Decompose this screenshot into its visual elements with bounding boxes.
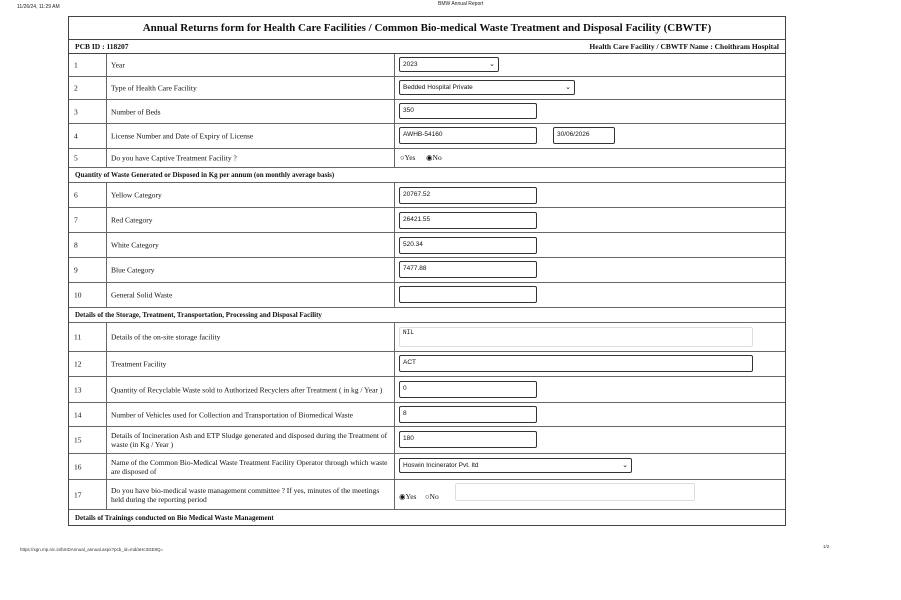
recyclable-waste-input[interactable]: 0 bbox=[399, 381, 537, 398]
annual-return-form bbox=[68, 16, 786, 526]
facility-type-select[interactable] bbox=[399, 80, 575, 95]
row-year bbox=[69, 54, 785, 77]
section-header-trainings bbox=[69, 510, 785, 525]
row-label: Type of Health Care Facility bbox=[111, 83, 197, 93]
radio-label: Yes bbox=[404, 153, 416, 162]
row-facility-type bbox=[69, 77, 785, 100]
row-number: 17 bbox=[74, 490, 82, 499]
row-number: 10 bbox=[74, 290, 82, 300]
row-number: 7 bbox=[74, 215, 78, 225]
row-vehicles bbox=[69, 403, 785, 427]
red-category-input[interactable]: 26421.55 bbox=[399, 212, 537, 229]
year-select[interactable] bbox=[399, 57, 499, 72]
license-number-input[interactable]: AWHB-54160 bbox=[399, 127, 537, 144]
license-expiry-input[interactable]: 30/06/2026 bbox=[553, 127, 615, 144]
row-blue-category bbox=[69, 258, 785, 283]
row-incineration-ash bbox=[69, 427, 785, 454]
chevron-down-icon: ⌄ bbox=[489, 61, 495, 68]
committee-yes-radio[interactable]: ◉Yes bbox=[399, 492, 417, 501]
row-number: 5 bbox=[74, 153, 78, 163]
row-number: 1 bbox=[74, 60, 78, 70]
row-label: Details of Incineration Ash and ETP Sludge generated and disposed during the Treatment of waste (in Kg / Year ) bbox=[111, 431, 388, 449]
row-label: General Solid Waste bbox=[111, 290, 173, 300]
section-header-quantity bbox=[69, 168, 785, 183]
row-captive-treatment bbox=[69, 149, 785, 168]
row-label: Do you have bio-medical waste management committee ? If yes, minutes of the meetings held during the reporting period bbox=[111, 485, 380, 504]
section-title: Quantity of Waste Generated or Disposed in Kg per annum (on monthly average basis) bbox=[75, 171, 335, 179]
print-page-title: BMW Annual Report bbox=[438, 1, 484, 7]
row-number: 8 bbox=[74, 240, 78, 250]
captive-yes-radio[interactable]: ○Yes bbox=[400, 153, 416, 162]
section-title: Details of Trainings conducted on Bio Medical Waste Management bbox=[75, 513, 274, 522]
row-label: Quantity of Recyclable Waste sold to Authorized Recyclers after Treatment ( in kg / Year ) bbox=[111, 385, 383, 394]
row-label: Treatment Facility bbox=[111, 359, 167, 369]
row-bmw-committee bbox=[69, 480, 785, 510]
row-label: Number of Beds bbox=[111, 107, 161, 116]
vehicles-input[interactable]: 8 bbox=[399, 406, 537, 423]
row-number: 15 bbox=[74, 435, 82, 445]
white-category-input[interactable]: 520.34 bbox=[399, 237, 537, 254]
chevron-down-icon: ⌄ bbox=[622, 462, 628, 469]
row-beds bbox=[69, 100, 785, 124]
row-number: 4 bbox=[74, 131, 78, 141]
row-number: 11 bbox=[74, 332, 82, 342]
cbwtf-operator-select-value: Hoswin Incinerator Pvt. ltd bbox=[403, 462, 479, 469]
print-url: https://xgn.mp.nic.in/bmDAnnual_annual.aspx?pcb_id=md/aHc3GE8Q= bbox=[20, 547, 164, 552]
row-label: Blue Category bbox=[111, 265, 155, 275]
year-select-value: 2023 bbox=[403, 61, 418, 68]
section-header-storage bbox=[69, 308, 785, 323]
row-number: 13 bbox=[74, 385, 82, 394]
chevron-down-icon: ⌄ bbox=[565, 84, 571, 91]
beds-input[interactable]: 350 bbox=[399, 103, 537, 119]
row-onsite-storage bbox=[69, 323, 785, 352]
facility-type-select-value: Bedded Hospital Private bbox=[403, 84, 473, 91]
section-title: Details of the Storage, Treatment, Transportation, Processing and Disposal Facility bbox=[75, 311, 322, 319]
row-number: 2 bbox=[74, 83, 78, 93]
row-license bbox=[69, 124, 785, 149]
row-general-solid-waste bbox=[69, 283, 785, 308]
row-label: Red Category bbox=[111, 215, 153, 225]
row-label: Do you have Captive Treatment Facility ? bbox=[111, 153, 237, 163]
cbwtf-operator-select[interactable] bbox=[399, 458, 632, 473]
row-number: 6 bbox=[74, 190, 78, 200]
row-label: White Category bbox=[111, 240, 159, 250]
row-recyclable-waste bbox=[69, 377, 785, 403]
form-id-row bbox=[69, 39, 785, 54]
row-label: Number of Vehicles used for Collection and Transportation of Biomedical Waste bbox=[111, 410, 353, 419]
committee-no-radio[interactable]: ○No bbox=[425, 492, 439, 501]
row-label: Yellow Category bbox=[111, 190, 162, 200]
row-label: Name of the Common Bio-Medical Waste Treatment Facility Operator through which waste are disposed of bbox=[111, 457, 388, 476]
facility-name: Health Care Facility / CBWTF Name : Choithram Hospital bbox=[589, 42, 779, 51]
row-yellow-category bbox=[69, 183, 785, 208]
captive-no-radio[interactable]: ◉No bbox=[426, 153, 442, 162]
pcb-id: PCB ID : 118207 bbox=[75, 42, 129, 51]
committee-minutes-field[interactable] bbox=[455, 483, 695, 501]
radio-label: Yes bbox=[405, 492, 417, 501]
row-number: 9 bbox=[74, 265, 78, 275]
general-solid-waste-input[interactable] bbox=[399, 286, 537, 303]
print-datetime: 11/26/24, 11:29 AM bbox=[17, 4, 60, 10]
radio-label: No bbox=[432, 153, 442, 162]
form-title: Annual Returns form for Health Care Facilities / Common Bio-medical Waste Treatment and Disposal Facility (CBWTF) bbox=[69, 17, 785, 40]
yellow-category-input[interactable]: 20767.52 bbox=[399, 187, 537, 204]
row-label: License Number and Date of Expiry of License bbox=[111, 131, 254, 141]
row-number: 3 bbox=[74, 107, 78, 116]
row-label: Details of the on-site storage facility bbox=[111, 332, 221, 342]
row-white-category bbox=[69, 233, 785, 258]
row-red-category bbox=[69, 208, 785, 233]
print-page-number: 1/2 bbox=[823, 544, 830, 549]
onsite-storage-textarea[interactable]: NIL bbox=[399, 327, 753, 347]
row-number: 16 bbox=[74, 462, 82, 471]
row-number: 12 bbox=[74, 359, 82, 369]
row-treatment-facility bbox=[69, 352, 785, 377]
row-cbwtf-operator bbox=[69, 454, 785, 480]
blue-category-input[interactable]: 7477.88 bbox=[399, 261, 537, 278]
treatment-facility-input[interactable]: ACT bbox=[399, 355, 753, 372]
row-number: 14 bbox=[74, 410, 82, 419]
incineration-ash-input[interactable]: 180 bbox=[399, 431, 537, 448]
row-label: Year bbox=[111, 60, 125, 70]
radio-label: No bbox=[429, 492, 439, 501]
